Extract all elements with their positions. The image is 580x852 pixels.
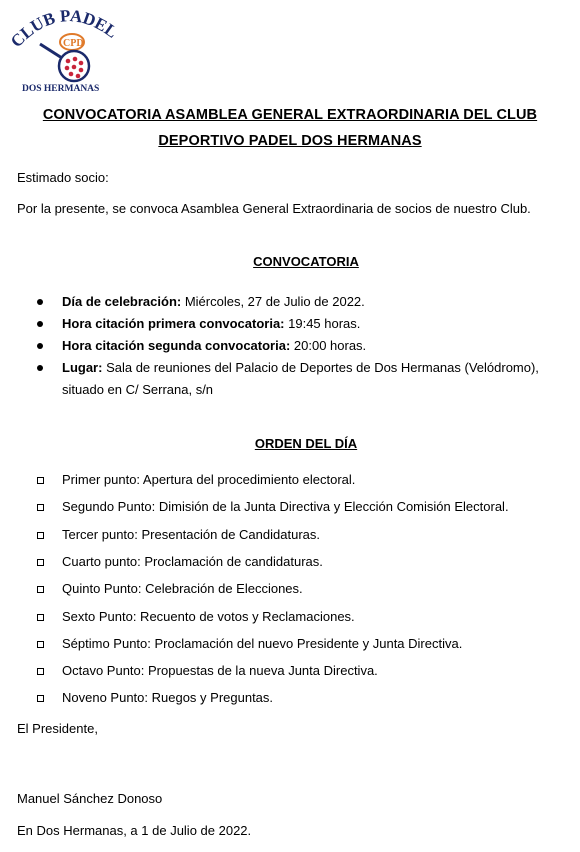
convocatoria-item-place	[62, 360, 539, 375]
item-value: Miércoles, 27 de Julio de 2022.	[181, 294, 365, 309]
convocatoria-item-second-call	[62, 338, 366, 353]
orden-item: Séptimo Punto: Proclamación del nuevo Presidente y Junta Directiva.	[62, 636, 463, 651]
item-value: 20:00 horas.	[290, 338, 367, 353]
orden-item: Octavo Punto: Propuestas de la nueva Junta Directiva.	[62, 663, 378, 678]
orden-item: Segundo Punto: Dimisión de la Junta Directiva y Elección Comisión Electoral.	[62, 499, 509, 514]
logo-bottom-text: DOS HERMANAS	[22, 84, 100, 94]
document-title-line2: DEPORTIVO PADEL DOS HERMANAS	[158, 133, 422, 149]
checkbox-square-icon	[37, 586, 44, 593]
orden-item: Sexto Punto: Recuento de votos y Reclamaciones.	[62, 609, 355, 624]
orden-item: Tercer punto: Presentación de Candidaturas.	[62, 527, 320, 542]
greeting: Estimado socio:	[17, 170, 109, 185]
place-date: En Dos Hermanas, a 1 de Julio de 2022.	[17, 823, 252, 838]
item-value: 19:45 horas.	[284, 316, 361, 331]
checkbox-square-icon	[37, 532, 44, 539]
checkbox-square-icon	[37, 504, 44, 511]
convocatoria-heading: CONVOCATORIA	[253, 254, 359, 269]
checkbox-square-icon	[37, 614, 44, 621]
document-title-line1: CONVOCATORIA ASAMBLEA GENERAL EXTRAORDINARIA DEL CLUB	[42, 107, 538, 123]
checkbox-square-icon	[37, 477, 44, 484]
orden-heading: ORDEN DEL DÍA	[254, 436, 358, 451]
orden-item: Primer punto: Apertura del procedimiento electoral.	[62, 472, 356, 487]
item-value: Sala de reuniones del Palacio de Deportes de Dos Hermanas (Velódromo),	[102, 360, 539, 375]
signature-name: Manuel Sánchez Donoso	[17, 791, 163, 806]
checkbox-square-icon	[37, 641, 44, 648]
bullet-icon	[37, 299, 43, 305]
racket-icon	[40, 44, 89, 81]
club-logo-graphic	[10, 6, 122, 94]
orden-item: Noveno Punto: Ruegos y Preguntas.	[62, 690, 274, 705]
checkbox-square-icon	[37, 668, 44, 675]
logo-top-text: LUB PADEL	[16, 6, 122, 43]
orden-item: Quinto Punto: Celebración de Elecciones.	[62, 581, 303, 596]
bullet-icon	[37, 365, 43, 371]
convocatoria-item-first-call	[62, 316, 360, 331]
bullet-icon	[37, 321, 43, 327]
checkbox-square-icon	[37, 559, 44, 566]
convocatoria-item-place-cont: situado en C/ Serrana, s/n	[62, 382, 214, 397]
orden-item: Cuarto punto: Proclamación de candidaturas.	[62, 554, 323, 569]
item-label: Hora citación primera convocatoria:	[62, 316, 285, 331]
bullet-icon	[37, 343, 43, 349]
intro-paragraph: Por la presente, se convoca Asamblea General Extraordinaria de socios de nuestro Club.	[17, 201, 531, 216]
item-label: Hora citación segunda convocatoria:	[62, 338, 291, 353]
checkbox-square-icon	[37, 695, 44, 702]
logo-monogram: CPD	[63, 38, 84, 49]
closing: El Presidente,	[17, 721, 98, 736]
item-label: Lugar:	[62, 360, 103, 375]
item-label: Día de celebración:	[62, 294, 182, 309]
convocatoria-item-date	[62, 294, 365, 309]
club-logo	[10, 6, 122, 94]
